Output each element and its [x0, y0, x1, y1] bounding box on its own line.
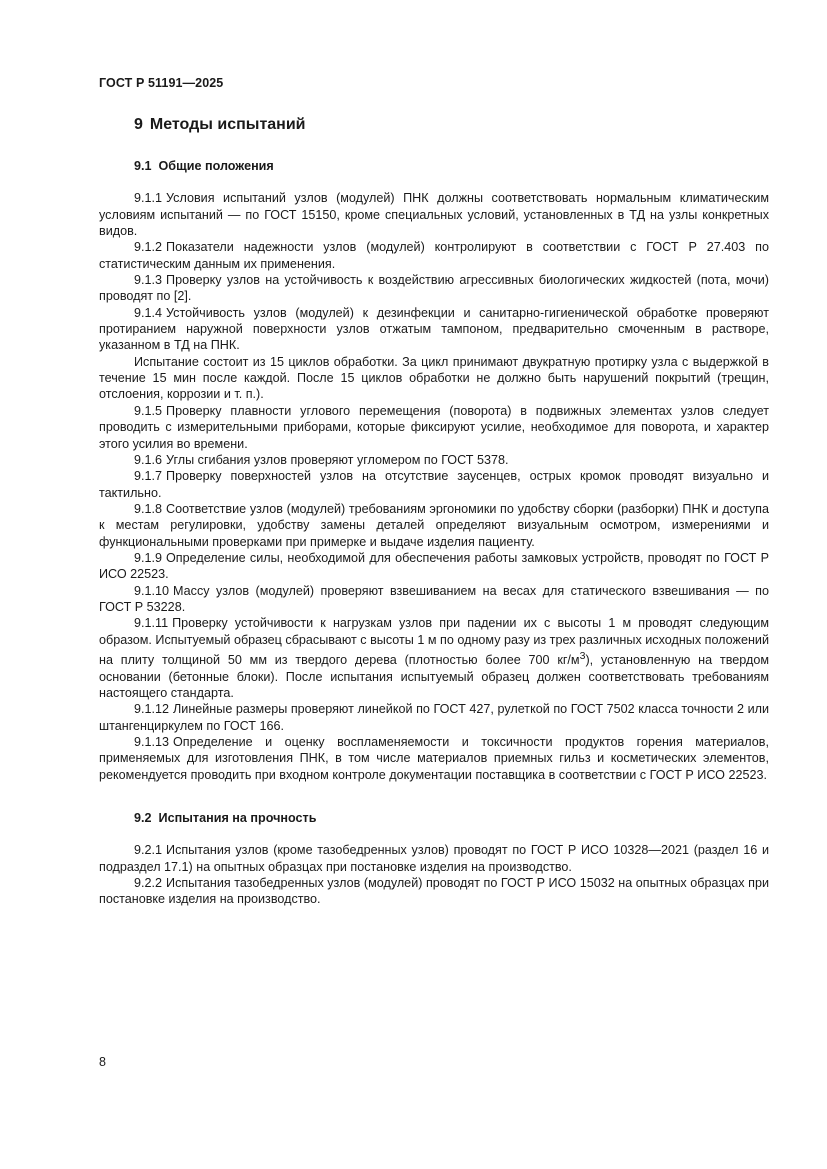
paragraph-9-1-10: 9.1.10 Массу узлов (модулей) проверяют взвешиванием на весах для статического взвешивания — по ГОСТ Р 53228. [99, 583, 769, 614]
page-number: 8 [99, 1055, 106, 1069]
paragraph-9-1-13: 9.1.13 Определение и оценку воспламеняемости и токсичности продуктов горения материалов, применяемых для изготовления ПНК, в том числе материалов приемных гильз и косметических элементов, рекомендуется проводить при входном контроле документации поставщика в соответствии с ГОСТ Р ИСО 22523. [99, 734, 769, 782]
chapter-heading [134, 116, 306, 134]
superscript-cubic: 3 [579, 649, 586, 662]
paragraph-9-1-9: 9.1.9 Определение силы, необходимой для обеспечения работы замковых устройств, проводят по ГОСТ Р ИСО 22523. [99, 550, 769, 582]
chapter-title: Методы испытаний [149, 116, 306, 133]
paragraph-9-1-4-continued: Испытание состоит из 15 циклов обработки. За цикл принимают двукратную протирку узла с выдержкой в течение 15 мин после каждой. После 15 циклов обработки не должно быть нарушений покрытий (трещин, отслоения, коррозии и т. п.). [99, 354, 769, 402]
paragraph-9-1-6: 9.1.6 Углы сгибания узлов проверяют угломером по ГОСТ 5378. [134, 452, 509, 467]
paragraph-9-1-1: 9.1.1 Условия испытаний узлов (модулей) ПНК должны соответствовать нормальным климатическим условиям испытаний — по ГОСТ 15150, кроме специальных условий, установленных в ТД на узлы конкретных видов. [99, 191, 769, 239]
section-general-provisions [99, 158, 769, 783]
paragraph-9-1-7: 9.1.7 Проверку поверхностей узлов на отсутствие заусенцев, острых кромок проводят визуально и тактильно. [99, 469, 769, 500]
paragraph-9-1-3: 9.1.3 Проверку узлов на устойчивость к воздействию агрессивных биологических жидкостей (пота, мочи) проводят по [2]. [99, 273, 769, 304]
paragraph-9-1-2: 9.1.2 Показатели надежности узлов (модулей) контролируют в соответствии с ГОСТ Р 27.403 по статистическим данным их применения. [99, 240, 769, 271]
paragraph-9-1-8: 9.1.8 Соответствие узлов (модулей) требованиям эргономики по удобству сборки (разборки) ПНК и доступа к местам регулировки, удобству замены деталей определяют визуальным осмотром, измерениями и функциональными проверками при примерке и выдаче изделия пациенту. [99, 501, 769, 549]
chapter-number: 9 [134, 116, 143, 133]
document-header-id: ГОСТ Р 51191—2025 [99, 76, 224, 90]
paragraph-9-2-1: 9.2.1 Испытания узлов (кроме тазобедренных узлов) проводят по ГОСТ Р ИСО 10328—2021 (раздел 16 и подраздел 17.1) на опытных образцах при постановке изделия на производство. [99, 843, 769, 874]
section-heading: 9.1 Общие положения [134, 159, 274, 173]
paragraph-9-2-2: 9.2.2 Испытания тазобедренных узлов (модулей) проводят по ГОСТ Р ИСО 15032 на опытных образцах при постановке изделия на производство. [99, 876, 769, 907]
paragraph-9-1-5: 9.1.5 Проверку плавности углового перемещения (поворота) в подвижных элементах узлов следует проводить с измерительными приборами, которые фиксируют усилие, необходимое для поворота, и характер этого усилия во времени. [99, 403, 769, 451]
paragraph-9-1-11: 9.1.11 Проверку устойчивости к нагрузкам узлов при падении их с высоты 1 м проводят следующим образом. Испытуемый образец сбрасывают с высоты 1 м по одному разу из трех различных исходных положений на плиту толщиной 50 мм из твердого дерева (плотностью более 700 $кг/м^3$), установленную на твердом основании (бетонные блоки). После испытания испытуемый образец должен соответствовать требованиям настоящего стандарта. [99, 616, 769, 700]
section-heading: 9.2 Испытания на прочность [134, 811, 317, 825]
paragraph-9-1-4: 9.1.4 Устойчивость узлов (модулей) к дезинфекции и санитарно-гигиенической обработке проверяют протиранием наружной поверхности узлов отжатым тампоном, предварительно смоченным в растворе, указанном в ТД на ПНК. [99, 305, 769, 353]
paragraph-9-1-12: 9.1.12 Линейные размеры проверяют линейкой по ГОСТ 427, рулеткой по ГОСТ 7502 класса точности 2 или штангенциркулем по ГОСТ 166. [99, 702, 769, 733]
section-strength-tests [99, 810, 769, 908]
